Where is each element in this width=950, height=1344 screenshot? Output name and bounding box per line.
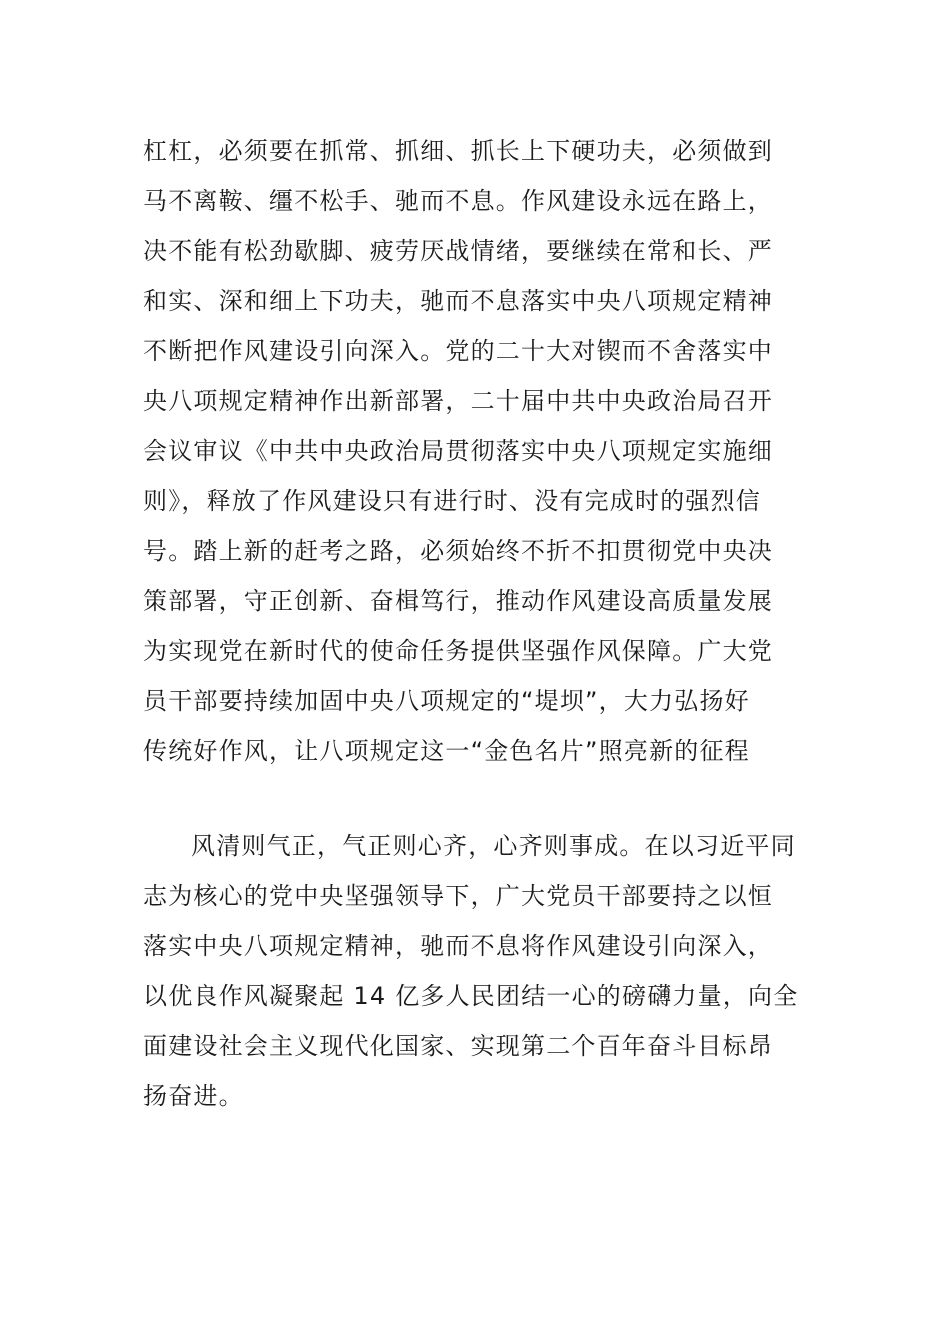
text-line: 员干部要持续加固中央八项规定的“堤坝”，大力弘扬好 [143,687,750,715]
text-line: 志为核心的党中央坚强领导下，广大党员干部要持之以恒 [143,882,773,910]
text-line: 不断把作风建设引向深入。党的二十大对锲而不舍落实中 [143,337,773,365]
text-line: 会议审议《中共中央政治局贯彻落实中央八项规定实施细 [143,437,773,465]
text-line: 马不离鞍、缰不松手、驰而不息。作风建设永远在路上， [143,187,773,215]
text-line: 落实中央八项规定精神，驰而不息将作风建设引向深入， [143,932,773,960]
text-line: 则》，释放了作风建设只有进行时、没有完成时的强烈信 [143,487,761,515]
text-line: 杠杠，必须要在抓常、抓细、抓长上下硬功夫，必须做到 [143,137,773,165]
body-paragraph [143,126,823,776]
text-line: 面建设社会主义现代化国家、实现第二个百年奋斗目标昂 [143,1032,773,1060]
text-line: 传统好作风，让八项规定这一“金色名片”照亮新的征程 [143,737,750,765]
text-line: 为实现党在新时代的使命任务提供坚强作风保障。广大党 [143,637,773,665]
text-line: 决不能有松劲歇脚、疲劳厌战情绪，要继续在常和长、严 [143,237,773,265]
text-line: 以优良作风凝聚起 14 亿多人民团结一心的磅礴力量，向全 [143,982,799,1010]
text-line: 和实、深和细上下功夫，驰而不息落实中央八项规定精神 [143,287,773,315]
text-line: 策部署，守正创新、奋楫笃行，推动作风建设高质量发展 [143,587,773,615]
text-line: 扬奋进。 [143,1082,244,1110]
text-line: 号。踏上新的赶考之路，必须始终不折不扣贯彻党中央决 [143,537,773,565]
closing-paragraph [143,821,823,1121]
text-line: 风清则气正，气正则心齐，心齐则事成。在以习近平同 [191,832,796,860]
text-line: 央八项规定精神作出新部署，二十届中共中央政治局召开 [143,387,773,415]
